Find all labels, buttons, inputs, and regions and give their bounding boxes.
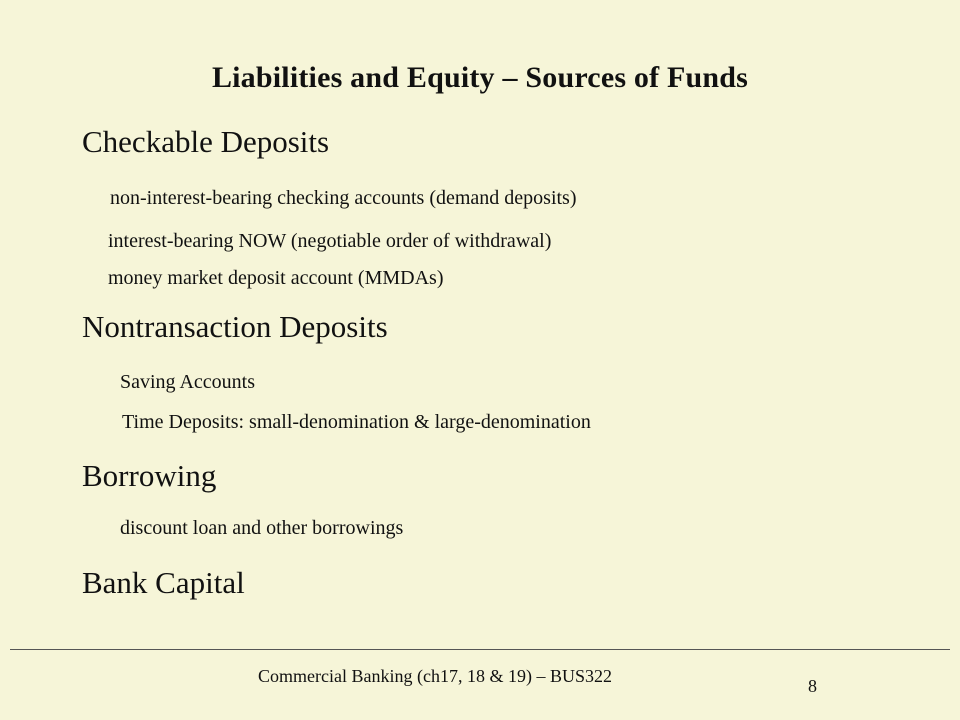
footer-divider [10,649,950,650]
item-saving-accounts: Saving Accounts [120,371,255,393]
slide-title: Liabilities and Equity – Sources of Funds [211,61,749,94]
item-demand-deposits: non-interest-bearing checking accounts (demand deposits) [110,187,577,209]
page-number: 8 [808,676,817,696]
item-time-deposits: Time Deposits: small-denomination & large-denomination [122,411,591,433]
heading-bank-capital: Bank Capital [82,565,245,600]
item-mmdas: money market deposit account (MMDAs) [108,267,444,289]
item-discount-loan: discount loan and other borrowings [120,517,404,539]
footer-text: Commercial Banking (ch17, 18 & 19) – BUS322 [258,666,612,686]
item-now-accounts: interest-bearing NOW (negotiable order of withdrawal) [108,230,552,252]
heading-nontransaction-deposits: Nontransaction Deposits [82,309,388,344]
heading-borrowing: Borrowing [82,458,217,493]
heading-checkable-deposits: Checkable Deposits [82,124,330,159]
